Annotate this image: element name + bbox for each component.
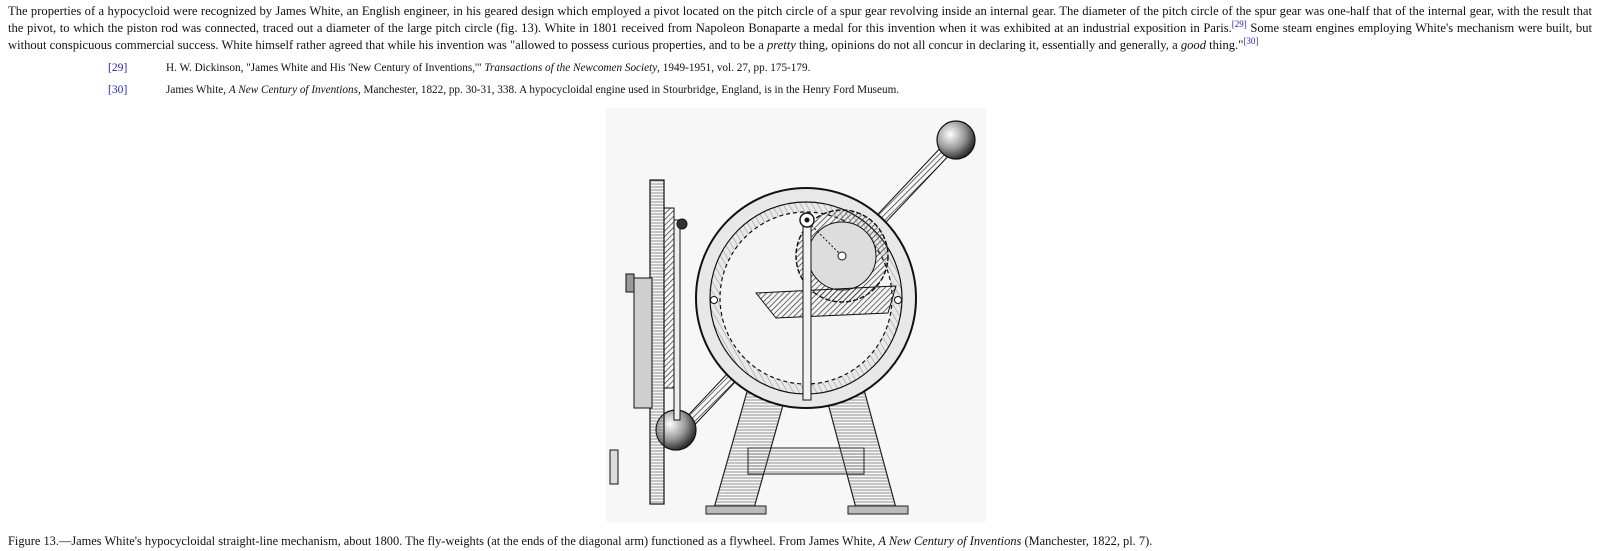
paragraph-text-2: Some steam engines employing White's mechanism were built, but without conspicuous commercial success. White himself rather agreed that while his invention was "allowed to possess curious properties, and to be a <box>8 21 1592 52</box>
caption-pre: Figure 13.—James White's hypocycloidal straight-line mechanism, about 1800. The fly-weights (at the ends of the diagonal arm) functioned as a flywheel. From James White, <box>8 534 879 548</box>
footnote-29-journal: Transactions of the Newcomen Society <box>484 62 658 74</box>
footnote-ref-30-sup <box>1243 36 1258 46</box>
paragraph-emphasis-good: good <box>1180 38 1207 52</box>
paragraph-emphasis-pretty: pretty <box>766 38 796 52</box>
footnote-number-30[interactable]: [30] <box>108 83 128 96</box>
footnote-29-post: , 1949-1951, vol. 27, pp. 175-179. <box>657 62 811 74</box>
footnote-30 <box>0 82 1600 104</box>
body-paragraph <box>8 3 1592 54</box>
footnote-text-30 <box>166 82 899 98</box>
caption-post: (Manchester, 1822, pl. 7). <box>1021 534 1153 548</box>
footnote-30-pre: James White, <box>166 84 229 96</box>
footnote-30-book: A New Century of Inventions <box>228 84 358 96</box>
caption-book-title: A New Century of Inventions <box>878 534 1022 548</box>
footnote-29-pre: H. W. Dickinson, "James White and His 'New Century of Inventions,'" <box>166 62 485 74</box>
side-elevation-frame <box>610 180 687 504</box>
footnotes <box>0 60 1600 104</box>
footnote-text-29 <box>166 60 810 76</box>
footnote-ref-29-link[interactable]: [29] <box>1231 18 1247 29</box>
footnote-ref-30-link[interactable]: [30] <box>1243 35 1259 46</box>
paragraph-text-3: thing, opinions do not all concur in declaring it, essentially and generally, a <box>795 38 1181 52</box>
figure-caption <box>8 533 1152 549</box>
footnote-number-29[interactable]: [29] <box>108 61 128 74</box>
hypocycloidal-mechanism-illustration <box>606 108 986 522</box>
paragraph-text-4: thing." <box>1206 38 1244 52</box>
footnote-ref-29-sup <box>1232 19 1247 29</box>
footnote-29 <box>0 60 1600 82</box>
paragraph-text-1: The properties of a hypocycloid were recognized by James White, an English engineer, in his geared design which employed a pivot located on the pitch circle of a spur gear revolving inside an internal gear. The diameter of the pitch circle of the spur gear was one-half that of the internal gear, with the result that the pivot, to which the piston rod was connected, traced out a diameter of the large pitch circle (fig. 13). White in 1801 received from Napoleon Bonaparte a medal for this invention when it was exhibited at an industrial exposition in Paris. <box>8 4 1592 35</box>
footnote-30-post: , Manchester, 1822, pp. 30-31, 338. A hypocycloidal engine used in Stourbridge, England, is in the Henry Ford Museum. <box>357 84 900 96</box>
figure-13-engraving <box>606 108 986 522</box>
